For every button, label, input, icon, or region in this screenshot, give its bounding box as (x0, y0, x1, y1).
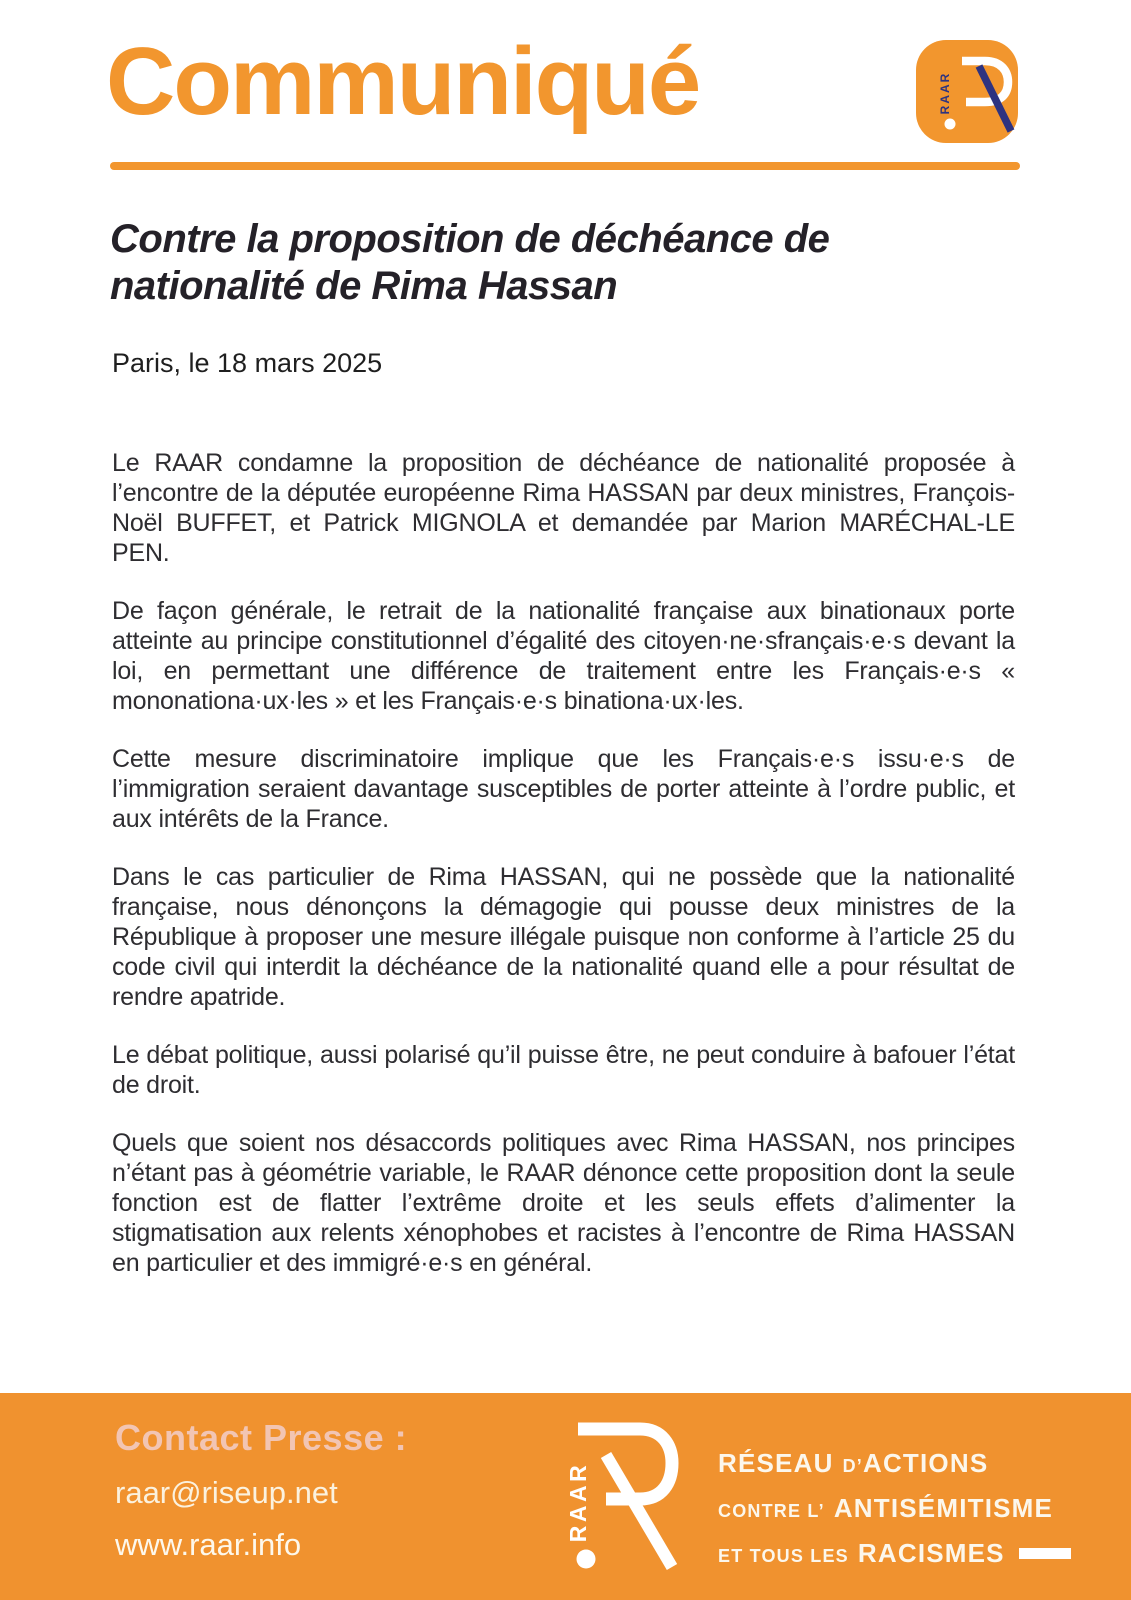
logo-wordmark: RAAR (938, 71, 952, 115)
footer-logo-wordmark: RAAR (565, 1461, 591, 1543)
header-divider (110, 162, 1020, 170)
tagline-line-1 (718, 1443, 1071, 1488)
footer-logo-dot (577, 1550, 596, 1569)
tagline-antisemitisme: ANTISÉMITISME (833, 1493, 1054, 1523)
body-paragraph: Dans le cas particulier de Rima HASSAN, qui ne possède que la nationalité française, nous dénonçons la démagogie qui pousse deux ministres de la République à proposer une mesure illégale puisque non conforme à l’article 25 du code civil qui interdit la déchéance de la nationalité quand elle a pour résultat de rendre apatride. (112, 863, 1015, 1011)
tagline-contre-l: CONTRE L’ (718, 1501, 825, 1521)
website-link[interactable]: www.raar.info (115, 1527, 302, 1562)
press-contact-block (115, 1417, 407, 1563)
tagline-line-2 (718, 1488, 1071, 1533)
raar-tagline (718, 1443, 1071, 1578)
tagline-actions: ACTIONS (862, 1448, 989, 1478)
contact-presse-label: Contact Presse : (115, 1417, 408, 1458)
article-body (112, 448, 1015, 1306)
email-link[interactable]: raar@riseup.net (115, 1475, 338, 1510)
body-paragraph: Le débat politique, aussi polarisé qu’il puisse être, ne peut conduire à bafouer l’état de droit. (112, 1041, 1015, 1099)
body-paragraph: De façon générale, le retrait de la nationalité française aux binationaux porte atteinte au principe constitutionnel d’égalité des citoyen·ne·sfrançais·e·s devant la loi, en permettant une différence de traitement entre les Français·e·s « mononationa·ux·les » et les Français·e·s binationa·ux·les. (112, 597, 1015, 715)
raar-logo-badge (916, 40, 1018, 143)
footer (0, 1393, 1131, 1600)
raar-footer-logo (542, 1407, 694, 1595)
body-paragraph: Cette mesure discriminatoire implique que les Français·e·s issu·e·s de l’immigration seraient davantage susceptibles de porter atteinte à l’ordre public, et aux intérêts de la France. (112, 745, 1015, 833)
page-title: Communiqué (106, 28, 700, 135)
footer-logo-diagonal-stroke (606, 1455, 672, 1567)
tagline-line-3 (718, 1533, 1071, 1578)
logo-dot (945, 119, 956, 130)
tagline-d: D’ (842, 1456, 863, 1476)
body-paragraph: Le RAAR condamne la proposition de déchéance de nationalité proposée à l’encontre de la députée européenne Rima HASSAN par deux ministres, François-Noël BUFFET, et Patrick MIGNOLA et demandée par Marion MARÉCHAL-LE PEN. (112, 449, 1015, 567)
raar-footer-logo-icon (542, 1407, 694, 1595)
headline: Contre la proposition de déchéance de nationalité de Rima Hassan (110, 217, 830, 309)
tagline-dash (1019, 1548, 1071, 1559)
tagline-racismes: RACISMES (857, 1538, 1005, 1568)
tagline-reseau: RÉSEAU (718, 1448, 834, 1478)
raar-logo-icon (916, 40, 1018, 143)
tagline-et-tous-les: ET TOUS LES (718, 1546, 849, 1566)
dateline: Paris, le 18 mars 2025 (112, 348, 383, 378)
body-paragraph: Quels que soient nos désaccords politiques avec Rima HASSAN, nos principes n’étant pas à géométrie variable, le RAAR dénonce cette proposition dont la seule fonction est de flatter l’extrême droite et les seuls effets d’alimenter la stigmatisation aux relents xénophobes et racistes à l’encontre de Rima HASSAN en particulier et des immigré·e·s en général. (112, 1129, 1015, 1277)
